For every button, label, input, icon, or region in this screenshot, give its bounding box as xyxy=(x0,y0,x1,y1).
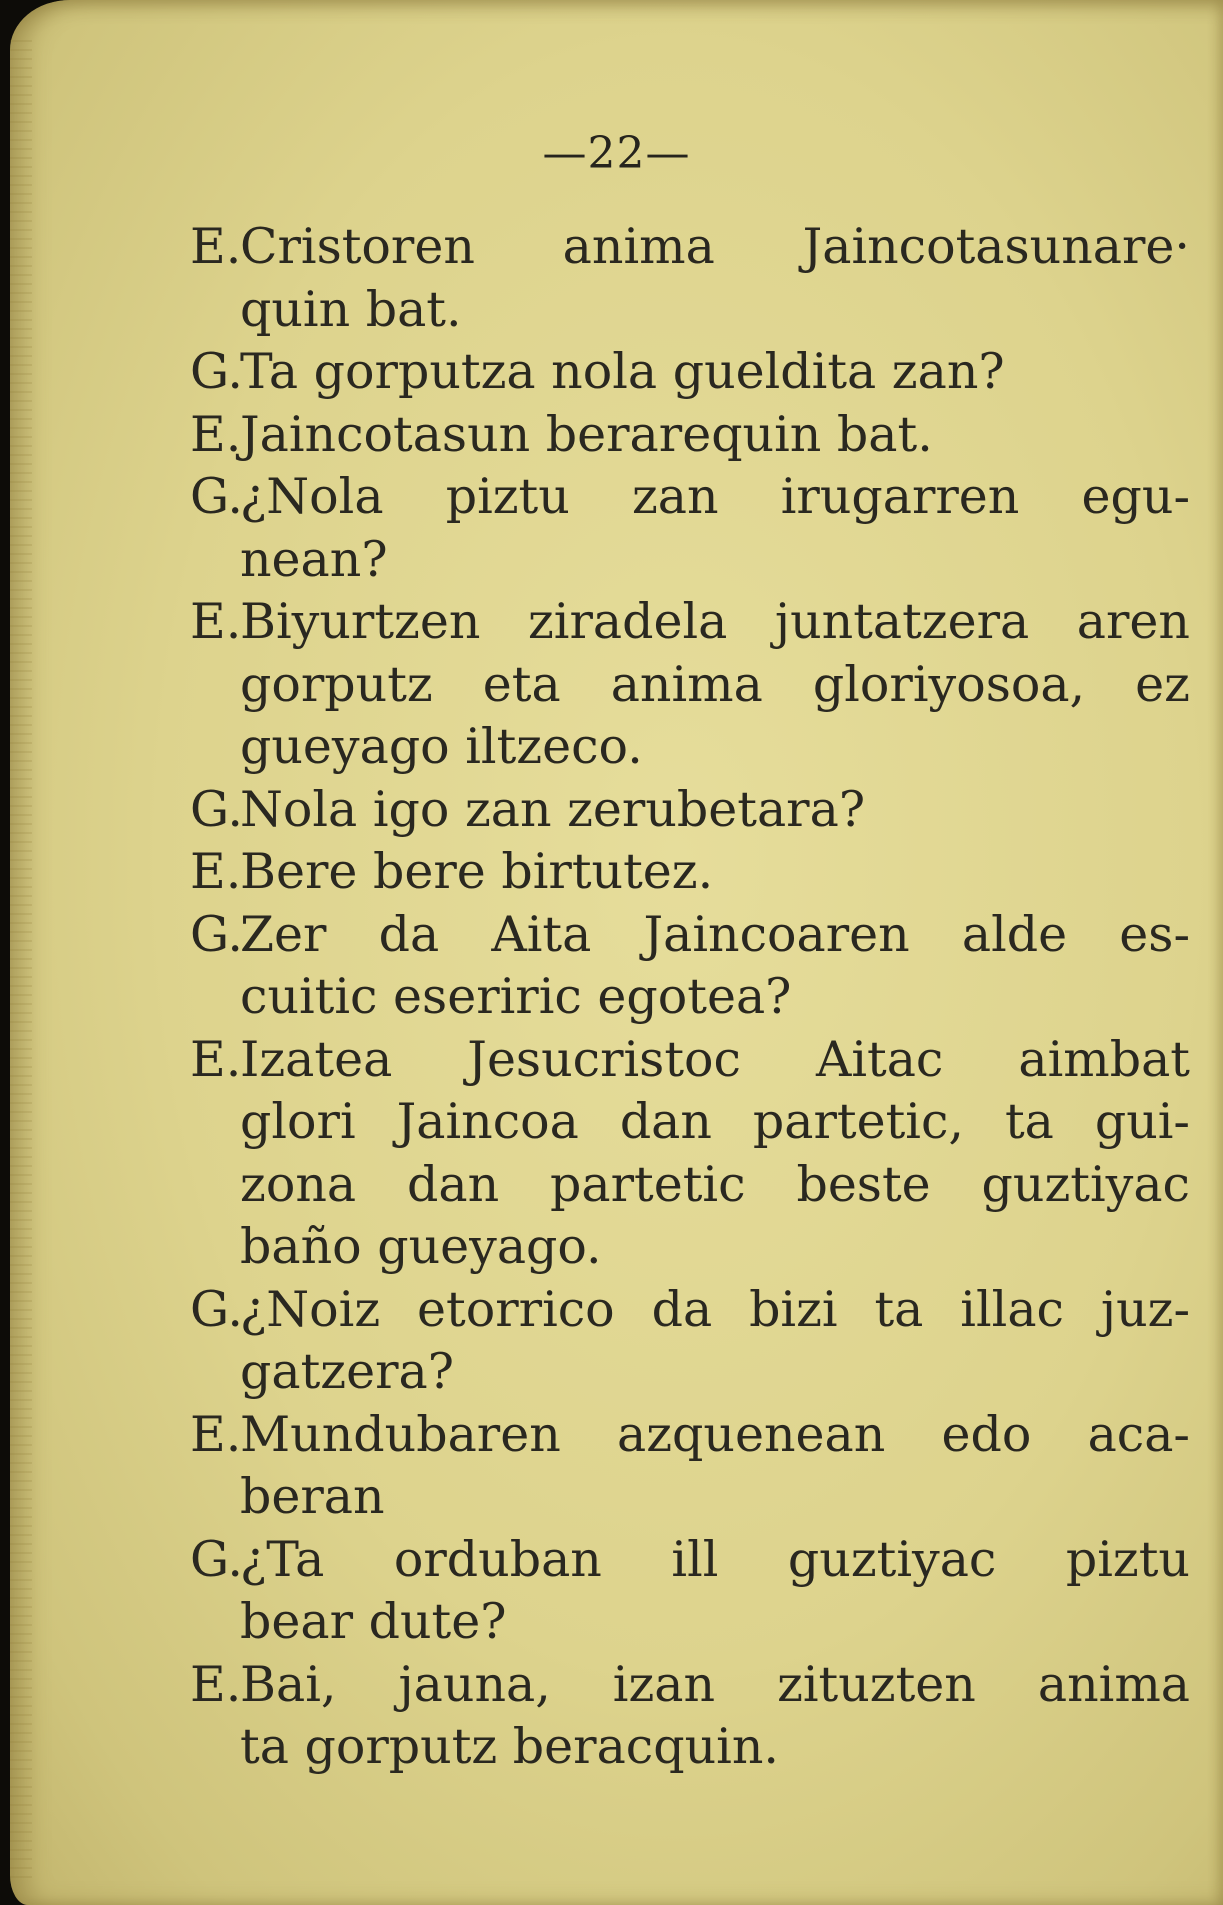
dialogue-entry xyxy=(190,1654,1190,1779)
text-line: ta gorputz beracquin. xyxy=(240,1718,779,1775)
dialogue-entry xyxy=(190,904,1190,1029)
text-line: baño gueyago. xyxy=(240,1218,602,1275)
text-line: cuitic eseriric egotea? xyxy=(240,968,792,1025)
dialogue-entry xyxy=(190,341,1190,404)
text-line: Ta gorputza nola gueldita zan? xyxy=(240,343,1005,400)
text-line: gorputz eta anima gloriyosoa, ez xyxy=(240,655,1190,713)
book-page xyxy=(10,0,1223,1905)
text-line: Cristoren anima Jaincotasunare· xyxy=(240,218,1190,275)
text-line: nean? xyxy=(240,530,388,588)
text-line: ¿Ta orduban ill guztiyac piztu xyxy=(240,1530,1190,1588)
dialogue-entry xyxy=(190,466,1190,591)
text-line: ¿Noiz etorrico da bizi ta illac juz- xyxy=(240,1280,1190,1338)
speaker-label: G. xyxy=(190,1530,243,1588)
speaker-label: E. xyxy=(190,405,242,463)
speaker-label: E. xyxy=(190,593,242,650)
page-binding-edge xyxy=(10,40,32,1880)
speaker-label: G. xyxy=(190,780,243,838)
speaker-label: G. xyxy=(190,343,243,400)
dialogue-entry xyxy=(190,216,1190,341)
dialogue-entry xyxy=(190,779,1190,842)
dialogue-entry xyxy=(190,1529,1190,1654)
speaker-label: E. xyxy=(190,1405,242,1463)
speaker-label: G. xyxy=(190,1280,243,1338)
text-line: gatzera? xyxy=(240,1343,454,1400)
text-line: Izatea Jesucristoc Aitac aimbat xyxy=(240,1030,1190,1088)
dialogue-entry xyxy=(190,591,1190,779)
speaker-label: G. xyxy=(190,468,243,525)
speaker-label: E. xyxy=(190,1030,242,1088)
text-line: beran xyxy=(240,1468,385,1525)
text-line: bear dute? xyxy=(240,1593,507,1650)
dialogue-entry xyxy=(190,1029,1190,1279)
text-line: zona dan partetic beste guztiyac xyxy=(240,1155,1190,1213)
text-line: quin bat. xyxy=(240,280,462,338)
text-line: Jaincotasun berarequin bat. xyxy=(240,405,933,463)
speaker-label: G. xyxy=(190,905,243,963)
text-line: gueyago iltzeco. xyxy=(240,718,643,775)
text-line: Nola igo zan zerubetara? xyxy=(240,780,866,838)
speaker-label: E. xyxy=(190,843,242,900)
catechism-text xyxy=(190,216,1190,1779)
speaker-label: E. xyxy=(190,1655,242,1713)
dialogue-entry xyxy=(190,404,1190,467)
dialogue-entry xyxy=(190,1279,1190,1404)
text-line: Mundubaren azquenean edo aca- xyxy=(240,1405,1190,1463)
text-line: Bere bere birtutez. xyxy=(240,843,714,900)
page-number: —22— xyxy=(542,128,691,179)
text-line: Biyurtzen ziradela juntatzera aren xyxy=(240,593,1190,650)
speaker-label: E. xyxy=(190,218,242,275)
text-line: Bai, jauna, izan zituzten anima xyxy=(240,1655,1190,1713)
dialogue-entry xyxy=(190,1404,1190,1529)
text-line: ¿Nola piztu zan irugarren egu- xyxy=(240,468,1190,525)
text-line: glori Jaincoa dan partetic, ta gui- xyxy=(240,1093,1190,1150)
text-line: Zer da Aita Jaincoaren alde es- xyxy=(240,905,1190,963)
dialogue-entry xyxy=(190,841,1190,904)
